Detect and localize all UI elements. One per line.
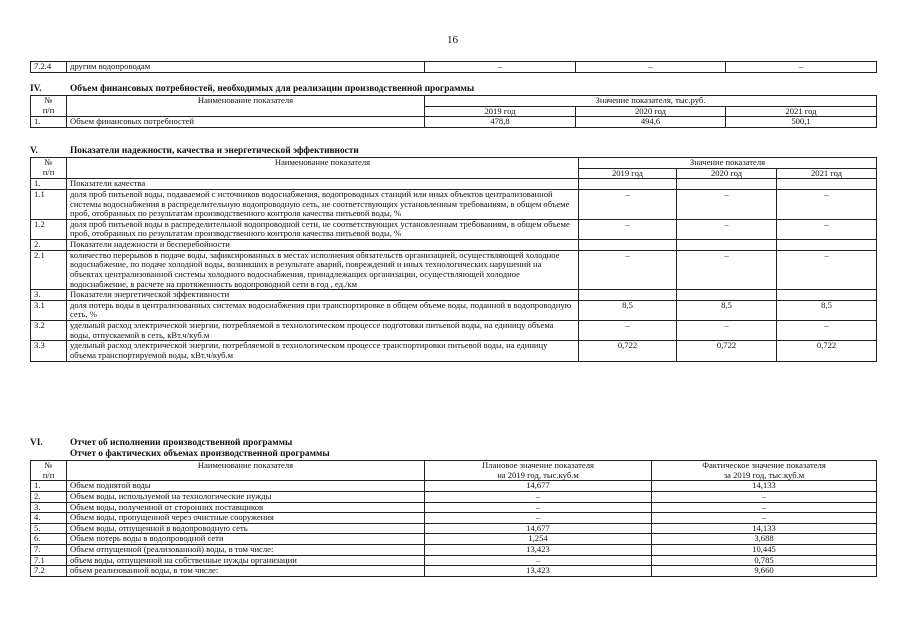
table-row xyxy=(31,219,877,239)
row-num: 7.1 xyxy=(31,555,67,566)
value-2019: – xyxy=(579,321,677,341)
value-2019: 478,8 xyxy=(425,117,576,128)
row-num: 7. xyxy=(31,545,67,556)
value-2021: – xyxy=(777,189,877,219)
section-title: Показатели надежности, качества и энергетической эффективности xyxy=(70,146,359,156)
row-name: Объем отпущенной (реализованной) воды, в том числе: xyxy=(67,545,425,556)
fact-value: – xyxy=(652,513,877,524)
header-row xyxy=(31,158,877,169)
col-name-header: Наименование показателя xyxy=(67,96,425,117)
row-name: Объем финансовых потребностей xyxy=(67,117,425,128)
section-number: V. xyxy=(30,146,38,156)
row-num: 7.2.4 xyxy=(31,62,67,73)
col-value-header: Значение показателя, тыс.руб. xyxy=(425,96,877,107)
section-title: Отчет об исполнении производственной программы xyxy=(70,438,293,448)
table-row xyxy=(31,117,877,128)
value-2021: – xyxy=(777,219,877,239)
value-2021 xyxy=(777,290,877,301)
header-row xyxy=(31,96,877,107)
value-2019: – xyxy=(425,62,576,73)
table-row xyxy=(31,189,877,219)
year-header: 2021 год xyxy=(726,106,877,117)
plan-value: – xyxy=(425,491,652,502)
fact-value: 14,133 xyxy=(652,481,877,492)
col-num-header: № п/п xyxy=(31,96,67,117)
section-6-subtitle: Отчет о фактических объемах производственной программы xyxy=(70,449,330,459)
value-2021 xyxy=(777,179,877,190)
year-header: 2020 год xyxy=(576,106,726,117)
table-row xyxy=(31,290,877,301)
value-2019 xyxy=(579,290,677,301)
section-4-heading xyxy=(30,84,474,94)
row-name: доля проб питьевой воды, подаваемой с источников водоснабжения, водопроводных станций или иных объектов централизованной системы водоснабжения в распределительную водопроводную сеть, не соответствующих установленным требованиям, в общем объеме проб, отобранных по результатам производственного контроля качества питьевой воды, % xyxy=(67,189,579,219)
row-name: Показатели надежности и бесперебойности xyxy=(67,240,579,251)
row-num: 7.2 xyxy=(31,566,67,577)
row-num: 3. xyxy=(31,290,67,301)
col-fact-header: Фактическое значение показателя за 2019 год, тыс.куб.м xyxy=(652,461,877,481)
section-number: VI. xyxy=(30,438,43,448)
value-2019 xyxy=(579,240,677,251)
fact-value: 3,688 xyxy=(652,534,877,545)
year-header: 2019 год xyxy=(425,106,576,117)
section-6-heading xyxy=(30,438,292,448)
row-num: 1. xyxy=(31,117,67,128)
year-header: 2019 год xyxy=(579,168,677,179)
value-2020: – xyxy=(677,189,777,219)
section-6-table xyxy=(30,460,876,577)
table-row xyxy=(31,545,877,556)
fact-value: – xyxy=(652,491,877,502)
col-value-header: Значение показателя xyxy=(579,158,877,169)
value-2020: 0,722 xyxy=(677,341,777,361)
table-row xyxy=(31,481,877,492)
value-2019: 0,722 xyxy=(579,341,677,361)
col-name-header: Наименование показателя xyxy=(67,158,579,179)
table-row xyxy=(31,62,877,73)
table-row xyxy=(31,555,877,566)
value-2021: – xyxy=(777,250,877,290)
row-num: 6. xyxy=(31,534,67,545)
row-name: другим водопроводам xyxy=(67,62,425,73)
value-2020 xyxy=(677,179,777,190)
value-2021: – xyxy=(777,321,877,341)
table-row xyxy=(31,534,877,545)
section-5-heading xyxy=(30,146,359,156)
row-num: 2. xyxy=(31,240,67,251)
row-name: доля проб питьевой воды в распределительной водопроводной сети, не соответствующих установленным требованиям, в общем объеме проб, отобранных по результатам производственного контроля качества питьевой воды, % xyxy=(67,219,579,239)
row-num: 5. xyxy=(31,523,67,534)
table-row xyxy=(31,321,877,341)
value-2019: – xyxy=(579,250,677,290)
plan-value: 14,677 xyxy=(425,523,652,534)
year-header: 2021 год xyxy=(777,168,877,179)
plan-value: 13,423 xyxy=(425,566,652,577)
value-2021 xyxy=(777,240,877,251)
plan-value: – xyxy=(425,502,652,513)
value-2019: 8,5 xyxy=(579,300,677,320)
table-row xyxy=(31,513,877,524)
row-num: 1. xyxy=(31,481,67,492)
value-2020 xyxy=(677,290,777,301)
plan-value: 14,677 xyxy=(425,481,652,492)
plan-value: 1,254 xyxy=(425,534,652,545)
header-row xyxy=(31,461,877,481)
value-2020 xyxy=(677,240,777,251)
row-num: 2. xyxy=(31,491,67,502)
row-num: 3.1 xyxy=(31,300,67,320)
table-row xyxy=(31,502,877,513)
col-num-header: № п/п xyxy=(31,461,67,481)
plan-value: – xyxy=(425,555,652,566)
row-name: объем реализованной воды, в том числе: xyxy=(67,566,425,577)
value-2020: 8,5 xyxy=(677,300,777,320)
value-2021: 8,5 xyxy=(777,300,877,320)
row-num: 1.1 xyxy=(31,189,67,219)
row-name: количество перерывов в подаче воды, зафиксированных в местах исполнения обязательств организацией, осуществляющей холодное водоснабжение, по подаче холодной воды, возникших в результате аварий, повреждений и иных технологических нарушений на объектах централизованной системы холодного водоснабжения, принадлежащих организации, осуществляющей холодное водоснабжение, в расчете на протяженность водопроводной сети в год , ед./км xyxy=(67,250,579,290)
row-name: Показатели энергетической эффективности xyxy=(67,290,579,301)
row-name: Объем воды, отпущенной в водопроводную сеть xyxy=(67,523,425,534)
fact-value: 10,445 xyxy=(652,545,877,556)
value-2019 xyxy=(579,179,677,190)
row-num: 1.2 xyxy=(31,219,67,239)
col-plan-header: Плановое значение показателя на 2019 год, тыс.куб.м xyxy=(425,461,652,481)
row-name: Объем потерь воды в водопроводной сети xyxy=(67,534,425,545)
section-4-table xyxy=(30,95,876,128)
row-num: 4. xyxy=(31,513,67,524)
section-5-table xyxy=(30,157,876,362)
row-name: удельный расход электрической энергии, потребляемой в технологическом процессе подготовки питьевой воды, на единицу объема воды, отпускаемой в сеть, кВт.ч/куб.м xyxy=(67,321,579,341)
year-header: 2020 год xyxy=(677,168,777,179)
page-number: 16 xyxy=(447,34,458,46)
fact-value: – xyxy=(652,502,877,513)
fact-value: 0,785 xyxy=(652,555,877,566)
value-2021: 0,722 xyxy=(777,341,877,361)
plan-value: – xyxy=(425,513,652,524)
table-row xyxy=(31,179,877,190)
value-2021: 500,1 xyxy=(726,117,877,128)
value-2019: – xyxy=(579,189,677,219)
fact-value: 14,133 xyxy=(652,523,877,534)
row-num: 1. xyxy=(31,179,67,190)
row-name: Показатели качества xyxy=(67,179,579,190)
fact-value: 9,660 xyxy=(652,566,877,577)
row-num: 3.3 xyxy=(31,341,67,361)
section-title: Объем финансовых потребностей, необходимых для реализации производственной программы xyxy=(70,84,475,94)
value-2020: – xyxy=(677,250,777,290)
table-row xyxy=(31,300,877,320)
plan-value: 13,423 xyxy=(425,545,652,556)
value-2020: 494,6 xyxy=(576,117,726,128)
table-row xyxy=(31,491,877,502)
continuation-table xyxy=(30,61,876,73)
col-num-header: № п/п xyxy=(31,158,67,179)
table-row xyxy=(31,566,877,577)
value-2021: – xyxy=(726,62,877,73)
value-2020: – xyxy=(576,62,726,73)
row-name: Объем воды, используемой на технологические нужды xyxy=(67,491,425,502)
row-name: удельный расход электрической энергии, потребляемой в технологическом процессе транспортировки питьевой воды, на единицу объема транспортируемой воды, кВт.ч/куб.м xyxy=(67,341,579,361)
table-row xyxy=(31,341,877,361)
section-number: IV. xyxy=(30,84,42,94)
col-name-header: Наименование показателя xyxy=(67,461,425,481)
row-name: объем воды, отпущенной на собственные нужды организации xyxy=(67,555,425,566)
row-name: Объем поднятой воды xyxy=(67,481,425,492)
row-name: Объем воды, пропущенной через очистные сооружения xyxy=(67,513,425,524)
table-row xyxy=(31,240,877,251)
row-name: Объем воды, полученной от сторонних поставщиков xyxy=(67,502,425,513)
row-num: 3. xyxy=(31,502,67,513)
table-row xyxy=(31,250,877,290)
row-num: 3.2 xyxy=(31,321,67,341)
row-name: доля потерь воды в централизованных системах водоснабжения при транспортировке в общем объеме воды, поданной в водопроводную сеть, % xyxy=(67,300,579,320)
value-2020: – xyxy=(677,321,777,341)
row-num: 2.1 xyxy=(31,250,67,290)
table-row xyxy=(31,523,877,534)
value-2020: – xyxy=(677,219,777,239)
value-2019: – xyxy=(579,219,677,239)
